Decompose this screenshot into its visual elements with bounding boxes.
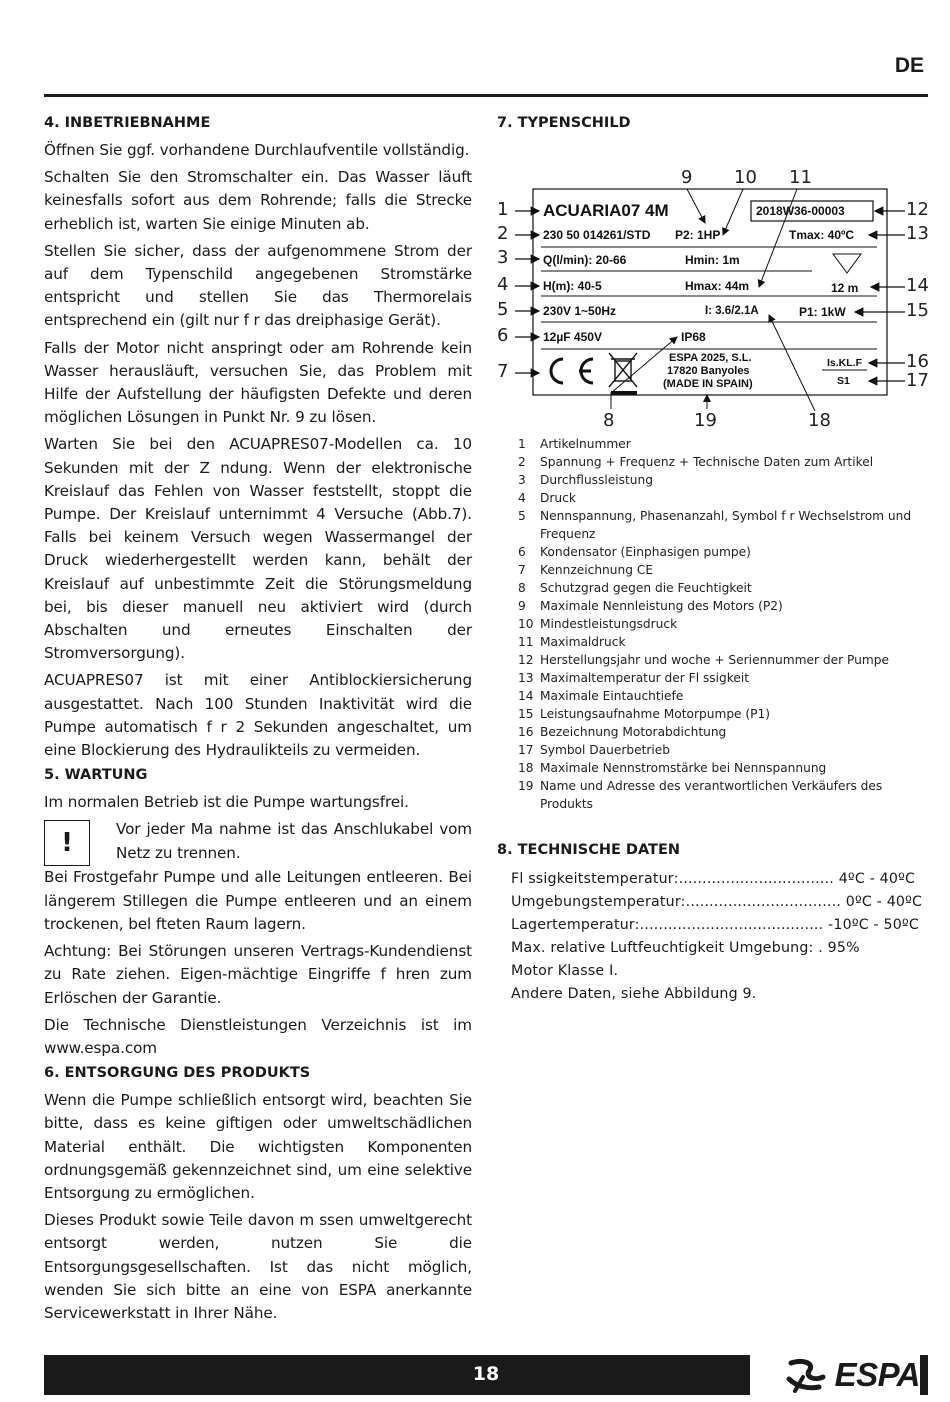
legend-number: 15 [518, 707, 534, 721]
sec5-paragraph: Die Technische Dienstleistungen Verzeichnis ist im www.espa.com [44, 1015, 472, 1057]
plate-model: ACUARIA07 4M [543, 201, 669, 220]
footer-bar [44, 1355, 928, 1395]
callout-2: 2 [497, 223, 509, 244]
legend-item [518, 543, 927, 561]
callout-8: 8 [603, 410, 615, 431]
legend-number: 2 [518, 455, 526, 469]
sec5-paragraph: Bei Frostgefahr Pumpe und alle Leitungen entleeren. Bei längerem Stillegen die Pumpe entleeren und an einem trockenen, bel fteten Raum lagern. [44, 868, 472, 933]
warning-icon: ! [44, 820, 90, 866]
legend-text: Maximaldruck [540, 635, 626, 649]
nameplate-figure [497, 139, 927, 429]
legend-item [518, 705, 927, 723]
espa-logo [750, 1355, 920, 1395]
warning-text: Vor jeder Ma nahme ist das Anschlukabel vom Netz zu trennen. [116, 820, 472, 862]
section-7-title: 7. TYPENSCHILD [497, 115, 631, 131]
sec4-paragraph: ACUAPRES07 ist mit einer Antiblockiersicherung ausgestattet. Nach 100 Stunden Inaktivität wird die Pumpe automatisch f r 2 Sekunden angeschaltet, um eine Blockierung des Hydraulikteils zu vermeiden. [44, 671, 472, 760]
callout-19: 19 [694, 410, 717, 431]
plate-address-3: (MADE IN SPAIN) [663, 378, 753, 390]
plate-ip: IP68 [681, 330, 706, 344]
page-number: 18 [472, 1363, 500, 1385]
header-rule [44, 94, 928, 97]
sec6-paragraph: Wenn die Pumpe schließlich entsorgt wird, beachten Sie bitte, dass es keine giftigen oder umweltschädlichen Material enthält. Die wichtigsten Komponenten ordnungsgemäß gekennzeichnet sind, um eine selektive Entsorgung zu ermöglichen. [44, 1091, 472, 1202]
warning-note [44, 818, 472, 866]
legend-item [518, 507, 927, 543]
legend-item [518, 489, 927, 507]
callout-4: 4 [497, 274, 509, 295]
plate-seal: Is.KL.F [827, 357, 863, 369]
legend-item [518, 615, 927, 633]
plate-flow: Q(l/min): 20-66 [543, 253, 627, 267]
callout-10: 10 [734, 167, 757, 188]
legend-text: Maximale Nennstromstärke bei Nennspannung [540, 761, 827, 775]
section-8-title: 8. TECHNISCHE DATEN [497, 842, 680, 858]
legend-number: 4 [518, 491, 526, 505]
legend-text: Mindestleistungsdruck [540, 617, 678, 631]
legend-item [518, 777, 927, 813]
section-6-title: 6. ENTSORGUNG DES PRODUKTS [44, 1065, 311, 1082]
plate-code: 230 50 014261/STD [543, 228, 651, 242]
legend-item [518, 579, 927, 597]
plate-head: H(m): 40-5 [543, 279, 602, 293]
legend-number: 6 [518, 545, 526, 559]
sec5-paragraph: Achtung: Bei Störungen unseren Vertrags-Kundendienst zu Rate ziehen. Eigen-mächtige Eingriffe f hren zum Erlöschen der Garantie. [44, 942, 472, 1007]
tech-row: Motor Klasse I. [511, 963, 619, 979]
sec4-paragraph: Schalten Sie den Stromschalter ein. Das Wasser läuft keinesfalls sofort aus dem Rohrende; falls die Strecke erheblich ist, warten Sie einige Minuten ab. [44, 168, 472, 233]
callout-15: 15 [906, 300, 929, 321]
sec4-paragraph: Falls der Motor nicht anspringt oder am Rohrende kein Wasser herausläuft, versuchen Sie, das Problem mit Hilfe der Aufstellung der häufigsten Defekte und deren möglichen Lösungen in Punkt Nr. 9 zu lösen. [44, 338, 472, 427]
legend-item [518, 723, 927, 741]
section-5-title: 5. WARTUNG [44, 767, 148, 784]
callout-17: 17 [906, 370, 929, 391]
legend-number: 3 [518, 473, 526, 487]
legend-text: Name und Adresse des verantwortlichen Verkäufers des Produkts [540, 779, 883, 811]
plate-p1: P1: 1kW [799, 305, 846, 319]
plate-p2: P2: 1HP [675, 228, 721, 242]
legend-number: 13 [518, 671, 534, 685]
plate-current: I: 3.6/2.1A [705, 305, 759, 317]
legend-text: Kondensator (Einphasigen pumpe) [540, 545, 751, 559]
legend-item [518, 759, 927, 777]
tech-row: Andere Daten, siehe Abbildung 9. [511, 986, 757, 1002]
callout-5: 5 [497, 299, 509, 320]
legend-text: Herstellungsjahr und woche + Seriennummer der Pumpe [540, 653, 889, 667]
legend-number: 10 [518, 617, 534, 631]
legend-item [518, 651, 927, 669]
legend-number: 5 [518, 509, 526, 523]
callout-16: 16 [906, 351, 929, 372]
legend-number: 11 [518, 635, 534, 649]
nameplate-legend [497, 435, 927, 813]
legend-text: Artikelnummer [540, 437, 631, 451]
callout-13: 13 [906, 223, 929, 244]
callout-7: 7 [497, 361, 509, 382]
sec4-paragraph: Öffnen Sie ggf. vorhandene Durchlaufventile vollständig. [44, 141, 470, 159]
callout-3: 3 [497, 247, 509, 268]
legend-item [518, 435, 927, 453]
plate-voltage: 230V 1~50Hz [543, 304, 617, 318]
legend-text: Symbol Dauerbetrieb [540, 743, 671, 757]
right-column [497, 114, 927, 1006]
legend-text: Maximaltemperatur der Fl ssigkeit [540, 671, 750, 685]
brand-name: ESPA [834, 1356, 920, 1393]
plate-depth: 12 m [831, 281, 859, 295]
callout-11: 11 [789, 167, 812, 188]
legend-number: 17 [518, 743, 534, 757]
plate-duty: S1 [837, 375, 850, 387]
plate-tmax: Tmax: 40ºC [789, 228, 855, 242]
sec5-intro: Im normalen Betrieb ist die Pumpe wartungsfrei. [44, 793, 409, 812]
espa-swirl-icon [785, 1357, 829, 1393]
legend-text: Leistungsaufnahme Motorpumpe (P1) [540, 707, 771, 721]
tech-row: Lagertemperatur:....................................... -10ºC - 50ºC [511, 917, 919, 933]
language-code: DE [894, 54, 924, 77]
callout-12: 12 [906, 199, 929, 220]
legend-number: 18 [518, 761, 534, 775]
legend-text: Maximale Nennleistung des Motors (P2) [540, 599, 783, 613]
legend-text: Schutzgrad gegen die Feuchtigkeit [540, 581, 752, 595]
sec6-paragraph: Dieses Produkt sowie Teile davon m ssen umweltgerecht entsorgt werden, nutzen Sie die Entsorgungsgesellschaften. Ist das nicht möglich, wenden Sie sich bitte an eine von ESPA anerkannte Servicewerkstatt in Ihrer Nähe. [44, 1211, 472, 1322]
callout-9: 9 [681, 167, 693, 188]
legend-item [518, 471, 927, 489]
legend-number: 12 [518, 653, 534, 667]
legend-item [518, 633, 927, 651]
legend-number: 8 [518, 581, 526, 595]
plate-capacitor: 12µF 450V [543, 330, 602, 344]
legend-item [518, 453, 927, 471]
sec4-paragraph: Warten Sie bei den ACUAPRES07-Modellen ca. 10 Sekunden mit der Z ndung. Wenn der elektronische Kreislauf das Fehlen von Wasser feststellt, stoppt die Pumpe. Der Kreislauf unternimmt 4 Versuche (Abb.7). Falls bei keinem Versuch wegen Wassermangel der Druck wiederhergestellt werden kann, behält der Kreislauf auf unbestimmte Zeit die Störungsmeldung bei, bis dieser manuell neu aktiviert wird (durch Abschalten und erneutes Einschalten der Stromversorgung). [44, 435, 472, 663]
section-4-title: 4. INBETRIEBNAHME [44, 115, 211, 131]
legend-text: Maximale Eintauchtiefe [540, 689, 684, 703]
legend-text: Nennspannung, Phasenanzahl, Symbol f r Wechselstrom und Frequenz [540, 509, 912, 541]
plate-address-2: 17820 Banyoles [667, 365, 750, 377]
legend-number: 16 [518, 725, 534, 739]
sec4-paragraph: Stellen Sie sicher, dass der aufgenommene Strom der auf dem Typenschild angegebenen Stromstärke entspricht und stellen Sie das Thermorelais entsprechend ein (gilt nur f r das dreiphasige Gerät). [44, 241, 472, 330]
legend-text: Druck [540, 491, 576, 505]
tech-row: Fl ssigkeitstemperatur:................................. 4ºC - 40ºC [511, 871, 916, 887]
legend-text: Spannung + Frequenz + Technische Daten zum Artikel [540, 455, 874, 469]
legend-item [518, 741, 927, 759]
legend-text: Bezeichnung Motorabdichtung [540, 725, 727, 739]
callout-18: 18 [808, 410, 831, 431]
tech-row: Umgebungstemperatur:................................. 0ºC - 40ºC [511, 894, 923, 910]
legend-number: 19 [518, 779, 534, 793]
plate-address-1: ESPA 2025, S.L. [669, 352, 752, 364]
legend-item [518, 561, 927, 579]
callout-1: 1 [497, 199, 509, 220]
legend-number: 7 [518, 563, 526, 577]
left-column [44, 114, 472, 1329]
tech-row: Max. relative Luftfeuchtigkeit Umgebung: . 95% [511, 940, 860, 956]
callout-14: 14 [906, 275, 929, 296]
plate-hmax: Hmax: 44m [685, 279, 750, 293]
legend-item [518, 669, 927, 687]
legend-item [518, 687, 927, 705]
legend-item [518, 597, 927, 615]
legend-number: 9 [518, 599, 526, 613]
ce-mark-label [497, 139, 498, 140]
plate-serial: 2018W36-00003 [756, 204, 845, 218]
legend-number: 14 [518, 689, 534, 703]
legend-text: Durchflussleistung [540, 473, 653, 487]
callout-6: 6 [497, 325, 509, 346]
technical-data [497, 841, 927, 1006]
plate-hmin: Hmin: 1m [685, 253, 740, 267]
legend-text: Kennzeichnung CE [540, 563, 654, 577]
legend-number: 1 [518, 437, 526, 451]
